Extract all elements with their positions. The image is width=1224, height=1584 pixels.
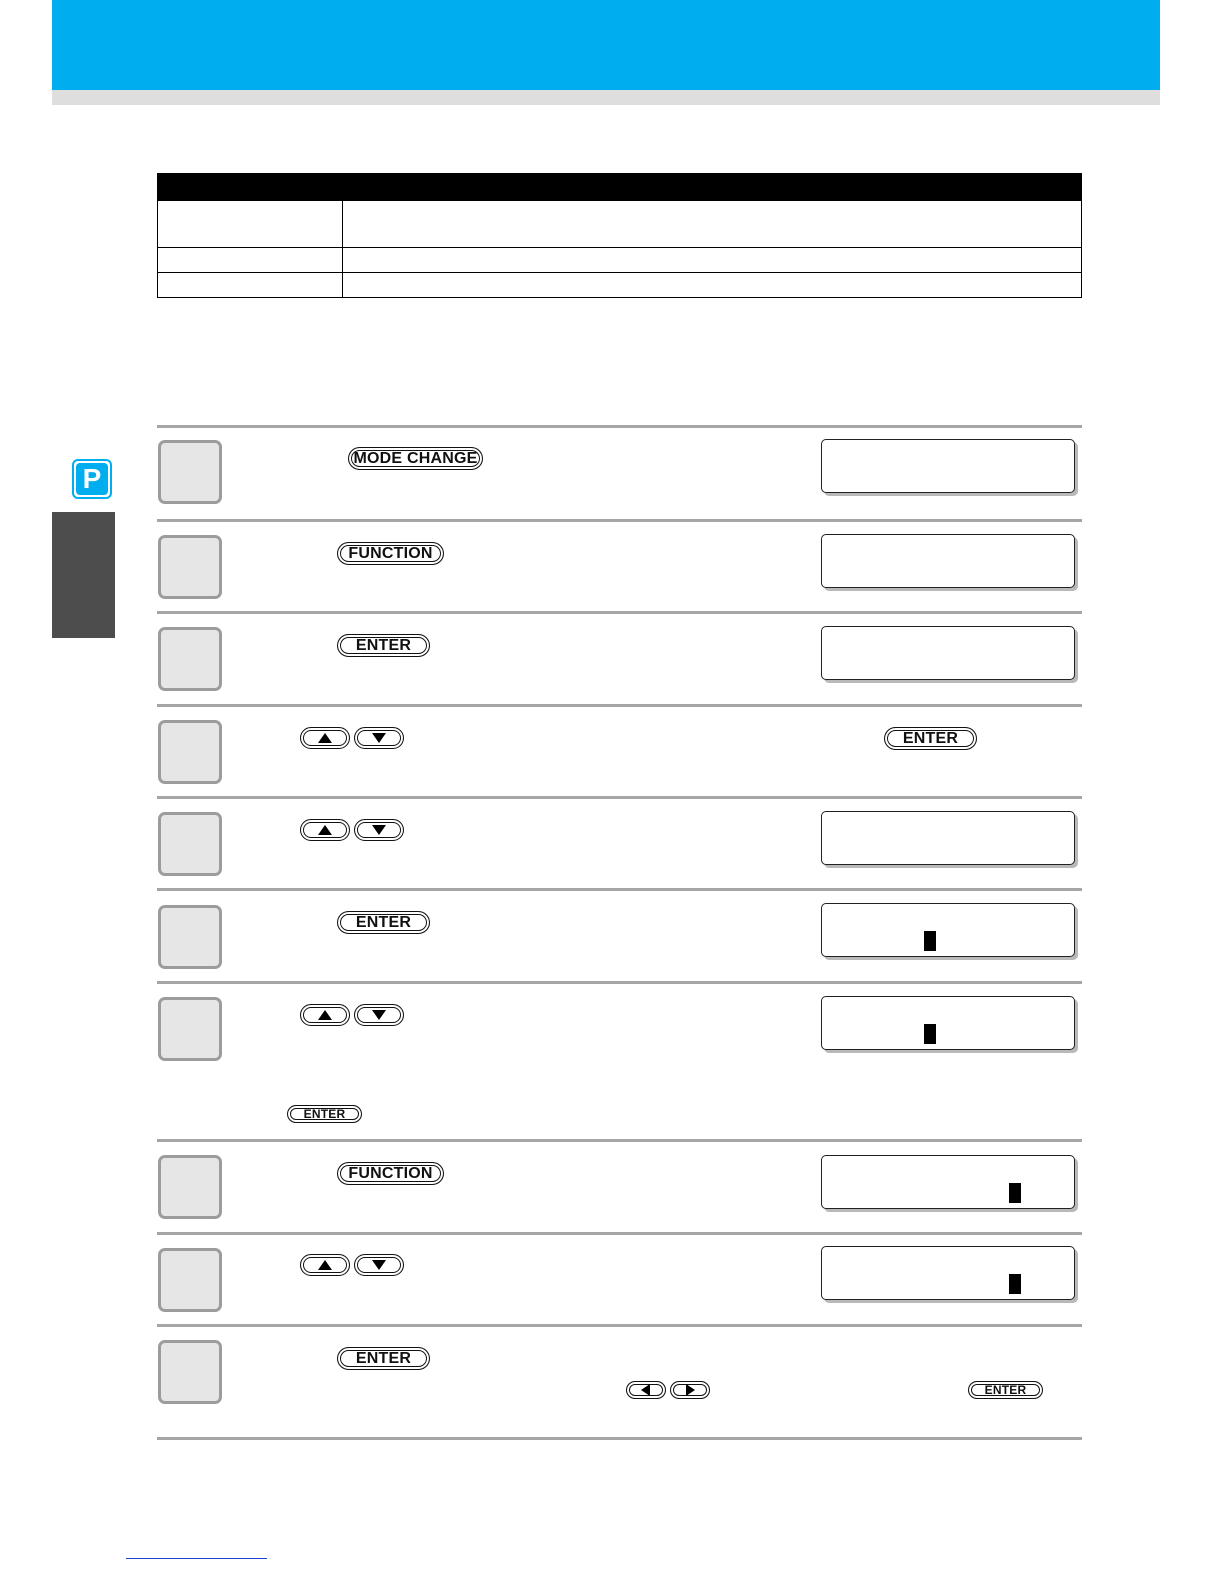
lcd-display [821, 626, 1075, 680]
enter-key[interactable]: ENTER [337, 634, 430, 657]
step-number-box [158, 535, 222, 599]
settings-table [157, 173, 1082, 298]
table-cell [343, 248, 1082, 273]
table-cell [158, 201, 343, 248]
table-cell [343, 273, 1082, 298]
right-arrow-icon [686, 1384, 695, 1396]
enter-key[interactable]: ENTER [287, 1105, 362, 1123]
up-arrow-key[interactable] [300, 819, 350, 841]
up-arrow-key[interactable] [300, 1004, 350, 1026]
step-divider [157, 796, 1082, 799]
lcd-display [821, 534, 1075, 588]
down-arrow-key[interactable] [354, 727, 404, 749]
step-number-box [158, 720, 222, 784]
down-arrow-key[interactable] [354, 819, 404, 841]
chapter-side-tab [52, 512, 115, 638]
lcd-display [821, 1155, 1075, 1209]
down-arrow-key[interactable] [354, 1004, 404, 1026]
lcd-display [821, 1246, 1075, 1300]
step-divider [157, 519, 1082, 522]
lcd-cursor [924, 931, 936, 951]
lcd-display [821, 439, 1075, 493]
enter-key[interactable]: ENTER [337, 911, 430, 934]
table-row [158, 273, 1082, 298]
step-divider [157, 1324, 1082, 1327]
step-number-box [158, 997, 222, 1061]
table-row [158, 248, 1082, 273]
step-number-box [158, 905, 222, 969]
left-arrow-key[interactable] [626, 1381, 666, 1399]
step-number-box [158, 812, 222, 876]
lcd-cursor [1009, 1183, 1021, 1203]
footer-link-underline[interactable] [126, 1558, 267, 1559]
function-key[interactable]: FUNCTION [337, 542, 444, 565]
right-arrow-key[interactable] [670, 1381, 710, 1399]
up-arrow-icon [318, 825, 332, 835]
step-divider [157, 1437, 1082, 1440]
function-key[interactable]: FUNCTION [337, 1162, 444, 1185]
step-divider [157, 704, 1082, 707]
down-arrow-icon [372, 733, 386, 743]
enter-key[interactable]: ENTER [968, 1381, 1043, 1399]
step-number-box [158, 627, 222, 691]
enter-key[interactable]: ENTER [337, 1347, 430, 1370]
down-arrow-key[interactable] [354, 1254, 404, 1276]
step-divider [157, 981, 1082, 984]
down-arrow-icon [372, 825, 386, 835]
mode-change-key[interactable]: MODE CHANGE [348, 447, 483, 470]
table-cell [158, 273, 343, 298]
up-arrow-icon [318, 1010, 332, 1020]
table-cell [158, 248, 343, 273]
down-arrow-icon [372, 1260, 386, 1270]
page-header-band [52, 0, 1160, 90]
table-header-cell [343, 174, 1082, 201]
up-arrow-icon [318, 733, 332, 743]
step-number-box [158, 1340, 222, 1404]
lcd-display [821, 996, 1075, 1050]
step-divider [157, 611, 1082, 614]
left-arrow-icon [641, 1384, 650, 1396]
table-header-cell [158, 174, 343, 201]
table-row [158, 201, 1082, 248]
section-badge [72, 459, 112, 499]
step-divider [157, 1139, 1082, 1142]
step-number-box [158, 1248, 222, 1312]
table-cell [343, 201, 1082, 248]
page-header-shadow [52, 90, 1160, 105]
step-number-box [158, 1155, 222, 1219]
enter-key[interactable]: ENTER [884, 727, 977, 750]
up-arrow-key[interactable] [300, 727, 350, 749]
step-divider [157, 425, 1082, 428]
table-header-row [158, 174, 1082, 201]
lcd-display [821, 811, 1075, 865]
up-arrow-key[interactable] [300, 1254, 350, 1276]
lcd-cursor [924, 1024, 936, 1044]
lcd-cursor [1009, 1274, 1021, 1294]
step-divider [157, 1232, 1082, 1235]
lcd-display [821, 903, 1075, 957]
step-divider [157, 888, 1082, 891]
down-arrow-icon [372, 1010, 386, 1020]
step-number-box [158, 440, 222, 504]
section-badge-letter: P [76, 463, 108, 495]
up-arrow-icon [318, 1260, 332, 1270]
